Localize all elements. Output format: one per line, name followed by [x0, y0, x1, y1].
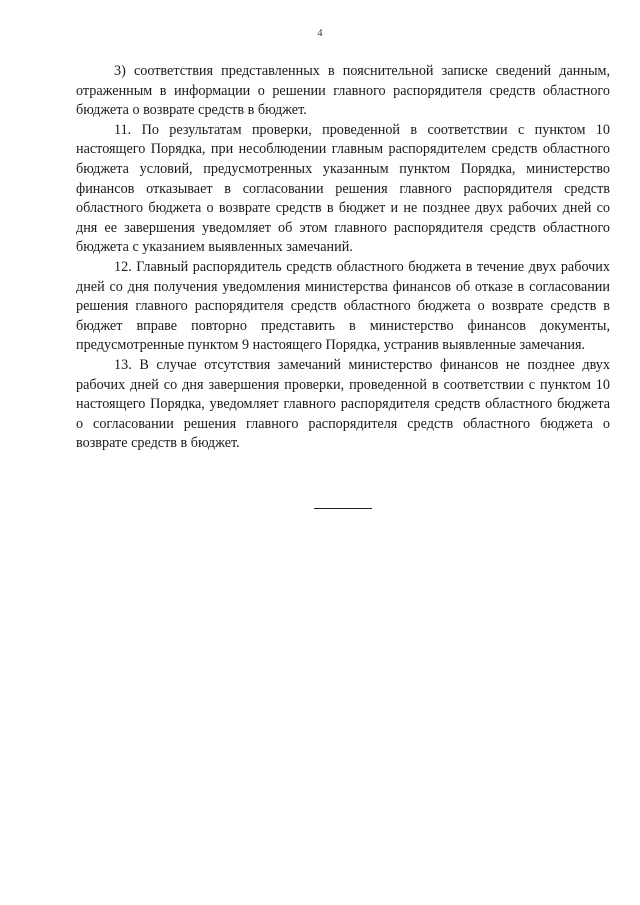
- paragraph-point-11: 11. По результатам проверки, проведенной в соответствии с пунктом 10 настоящего Порядка, при несоблюдении главным распорядителем средств областного бюджета условий, предусмотренных указанным пунктом Порядка, министерство финансов отказывает в согласовании решения главного распорядителя средств областного бюджета о возврате средств в бюджет и не позднее двух рабочих дней со дня ее завершения уведомляет об этом главного распорядителя средств областного бюджета с указанием выявленных замечаний.: [76, 121, 610, 256]
- document-body: [76, 62, 610, 454]
- paragraph-point-13: 13. В случае отсутствия замечаний министерство финансов не позднее двух рабочих дней со дня завершения проверки, проведенной в соответствии с пунктом 10 настоящего Порядка, уведомляет главного распорядителя средств областного бюджета о согласовании решения главного распорядителя средств областного бюджета о возврате средств в бюджет.: [76, 356, 610, 452]
- paragraph-point-12: 12. Главный распорядитель средств областного бюджета в течение двух рабочих дней со дня получения уведомления министерства финансов об отказе в согласовании решения главного распорядителя средств областного бюджета о возврате средств в бюджет вправе повторно представить в министерство финансов документы, предусмотренные пунктом 9 настоящего Порядка, устранив выявленные замечания.: [76, 258, 610, 354]
- end-separator-line: [314, 508, 372, 509]
- paragraph-item-3: 3) соответствия представленных в пояснительной записке сведений данным, отраженным в информации о решении главного распорядителя средств областного бюджета о возврате средств в бюджет.: [76, 63, 610, 119]
- page-number: 4: [317, 28, 323, 39]
